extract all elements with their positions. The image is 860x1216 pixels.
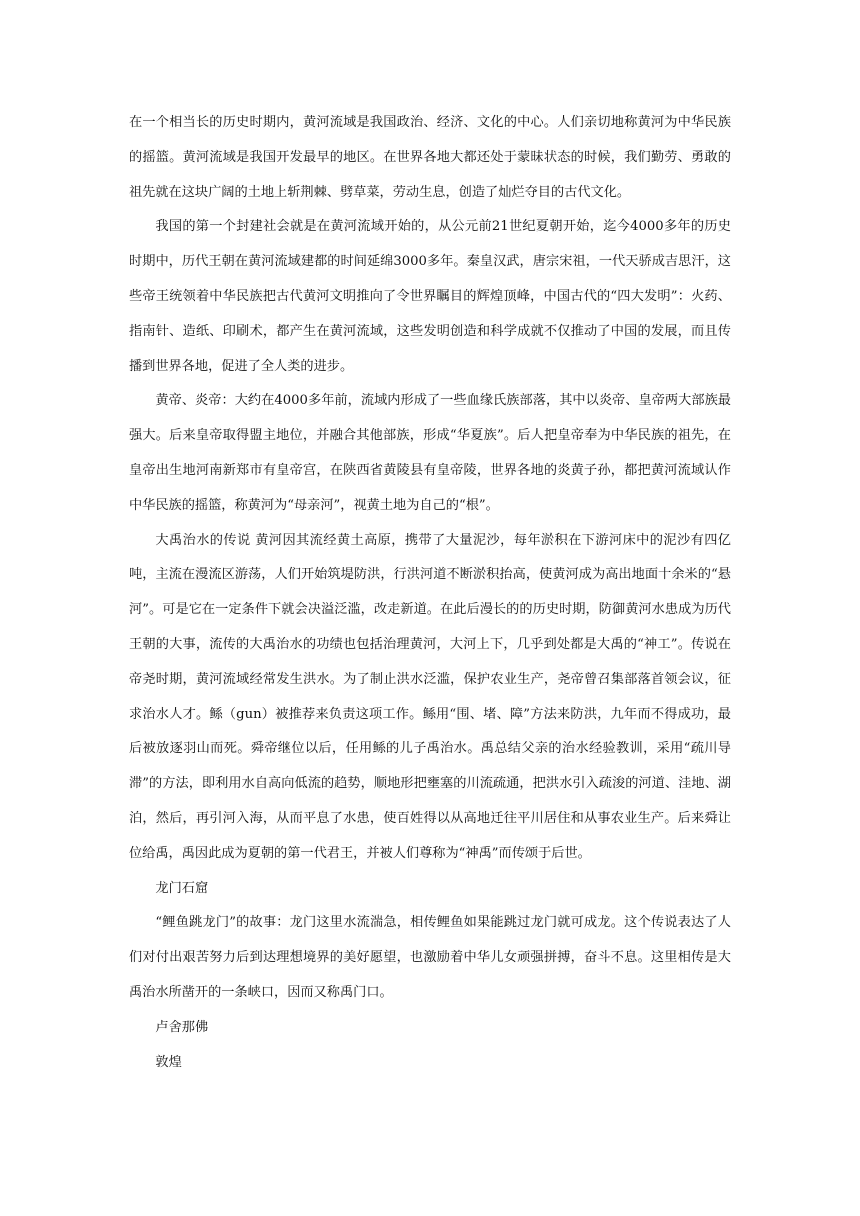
paragraph-carp-leaping-dragon-gate: “鲤鱼跳龙门”的故事：龙门这里水流湍急，相传鲤鱼如果能跳过龙门就可成龙。这个传说表达了人们对付出艰苦努力后到达理想境界的美好愿望，也激励着中华儿女顽强拼搏，奋斗不息。这里相传是大禹治水所凿开的一条峡口，因而又称禹门口。: [129, 915, 731, 1000]
paragraph-yellow-river-cradle: 在一个相当长的历史时期内，黄河流域是我国政治、经济、文化的中心。人们亲切地称黄河为中华民族的摇篮。黄河流域是我国开发最早的地区。在世界各地大都还处于蒙昧状态的时候，我们勤劳、勇敢的祖先就在这块广阔的土地上斩荆棘、劈草菜，劳动生息，创造了灿烂夺目的古代文化。: [129, 115, 731, 200]
paragraph-feudal-society: 我国的第一个封建社会就是在黄河流域开始的，从公元前21世纪夏朝开始，迄今4000多年的历史时期中，历代王朝在黄河流域建都的时间延绵3000多年。秦皇汉武，唐宗宋祖，一代天骄成吉思汗，这些帝王统领着中华民族把古代黄河文明推向了令世界瞩目的辉煌顶峰，中国古代的“四大发明”：火药、指南针、造纸、印刷术，都产生在黄河流域，这些发明创造和科学成就不仅推动了中国的发展，而且传播到世界各地，促进了全人类的进步。: [129, 219, 731, 374]
heading-longmen-grottoes: 龙门石窟: [155, 880, 209, 896]
paragraph-dayu-flood-control: 大禹治水的传说 黄河因其流经黄土高原，携带了大量泥沙，每年淤积在下游河床中的泥沙有四亿吨，主流在漫流区游荡，人们开始筑堤防洪，行洪河道不断淤积抬高，使黄河成为高出地面十余米的“悬河”。可是它在一定条件下就会决溢泛滥，改走新道。在此后漫长的的历史时期，防御黄河水患成为历代王朝的大事，流传的大禹治水的功绩也包括治理黄河，大河上下，几乎到处都是大禹的“神工”。传说在帝尧时期，黄河流域经常发生洪水。为了制止洪水泛滥，保护农业生产，尧帝曾召集部落首领会议，征求治水人才。鲧（gun）被推荐来负责这项工作。鲧用“围、堵、障”方法来防洪，九年而不得成功，最后被放逐羽山而死。舜帝继位以后，任用鲧的儿子禹治水。禹总结父亲的治水经验教训，采用“疏川导滞”的方法，即利用水自高向低流的趋势，顺地形把壅塞的川流疏通，把洪水引入疏浚的河道、洼地、湖泊，然后，再引河入海，从而平息了水患，使百姓得以从高地迁往平川居住和从事农业生产。后来舜让位给禹，禹因此成为夏朝的第一代君王，并被人们尊称为“神禹”而传颂于后世。: [129, 532, 731, 861]
heading-vairocana-buddha: 卢舍那佛: [155, 1019, 209, 1035]
heading-dunhuang: 敦煌: [155, 1054, 182, 1070]
paragraph-huangdi-yandi: 黄帝、炎帝：大约在4000多年前，流域内形成了一些血缘氏族部落，其中以炎帝、皇帝两大部族最强大。后来皇帝取得盟主地位，并融合其他部族，形成“华夏族”。后人把皇帝奉为中华民族的祖先，在皇帝出生地河南新郑市有皇帝宫，在陕西省黄陵县有皇帝陵，世界各地的炎黄子孙，都把黄河流域认作中华民族的摇篮，称黄河为“母亲河”，视黄土地为自己的“根”。: [129, 393, 731, 513]
document-body: [129, 106, 731, 1080]
